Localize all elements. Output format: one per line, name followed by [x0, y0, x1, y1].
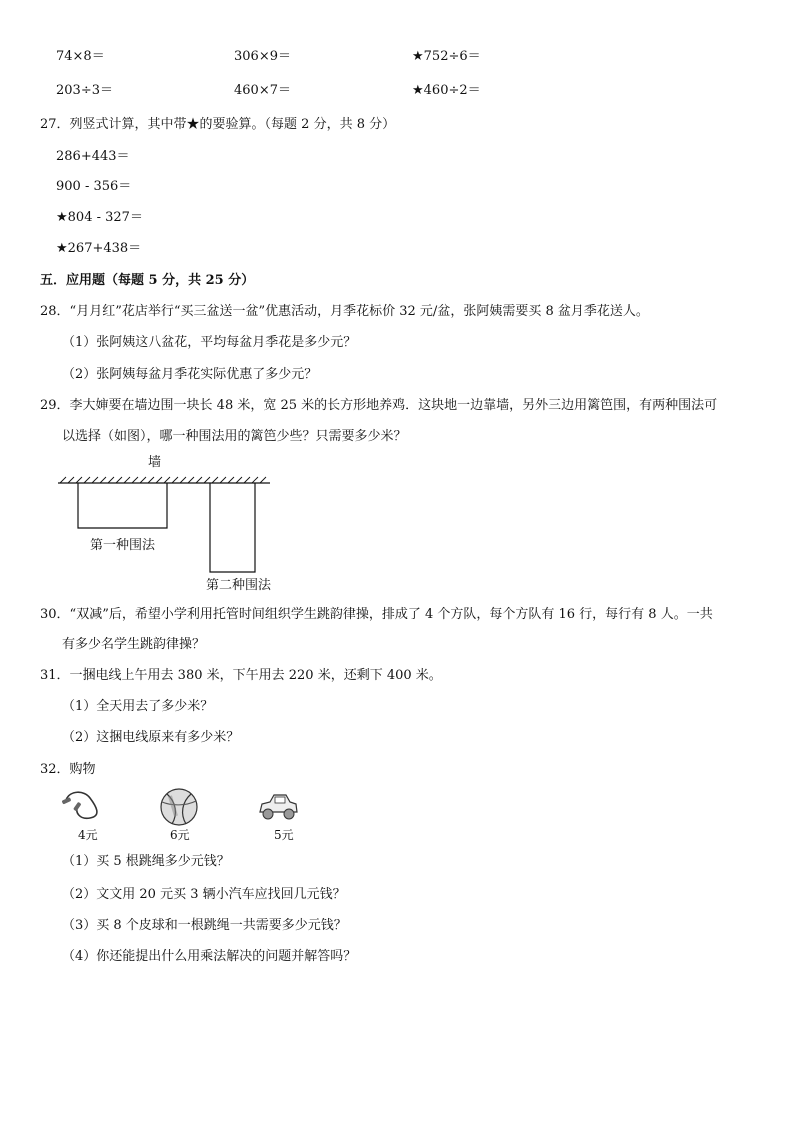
- q27-item-1: 286+443＝: [56, 149, 130, 164]
- q32-sub1: （1）买 5 根跳绳多少元钱？: [62, 854, 230, 869]
- q29-text-2: 以选择（如图），哪一种围法用的篱笆少些？只需要多少米？: [62, 429, 407, 444]
- fence-method-1: [78, 483, 167, 528]
- toy-car-icon: [256, 790, 300, 824]
- q32-title: 32．购物: [40, 762, 96, 777]
- q28-sub1: （1）张阿姨这八盆花，平均每盆月季花是多少元？: [62, 335, 357, 350]
- method-2-label: 第二种围法: [206, 578, 272, 593]
- q31-sub1: （1）全天用去了多少米？: [62, 699, 214, 714]
- method-1-label: 第一种围法: [90, 538, 156, 553]
- fence-method-2: [210, 483, 255, 572]
- jump-rope-price: 4元: [78, 828, 98, 842]
- q27-item-3: ★804 - 327＝: [56, 210, 143, 225]
- section-5-title: 五．应用题（每题 5 分，共 25 分）: [40, 273, 255, 288]
- wall-label: 墙: [148, 455, 162, 470]
- q27-item-4: ★267+438＝: [56, 241, 142, 256]
- q28-sub2: （2）张阿姨每盆月季花实际优惠了多少元？: [62, 367, 318, 382]
- q31-sub2: （2）这捆电线原来有多少米？: [62, 730, 240, 745]
- q30-text-2: 有多少名学生跳韵律操？: [62, 637, 206, 652]
- calc-74x8: 74×8＝: [56, 49, 105, 64]
- q29-text-1: 29．李大婶要在墙边围一块长 48 米，宽 25 米的长方形地养鸡．这块地一边靠墙，另外三边用篱笆围，有两种围法可: [40, 398, 718, 413]
- calc-460x7: 460×7＝: [234, 83, 291, 98]
- jump-rope-icon: [60, 786, 110, 822]
- calc-460div2: ★460÷2＝: [412, 83, 481, 98]
- toy-car-price: 5元: [274, 828, 294, 842]
- q32-sub2: （2）文文用 20 元买 3 辆小汽车应找回几元钱？: [62, 887, 346, 902]
- q27-title: 27．列竖式计算，其中带★的要验算。（每题 2 分，共 8 分）: [40, 117, 396, 132]
- ball-price: 6元: [170, 828, 190, 842]
- q27-item-2: 900 - 356＝: [56, 179, 132, 194]
- q32-sub3: （3）买 8 个皮球和一根跳绳一共需要多少元钱？: [62, 918, 347, 933]
- calc-752div6: ★752÷6＝: [412, 49, 481, 64]
- ball-icon: [158, 788, 202, 828]
- q32-sub4: （4）你还能提出什么用乘法解决的问题并解答吗？: [62, 949, 357, 964]
- q28-text: 28．“月月红”花店举行“买三盆送一盆”优惠活动，月季花标价 32 元/盆，张阿姨需要买 8 盆月季花送人。: [40, 304, 649, 319]
- q31-text: 31．一捆电线上午用去 380 米，下午用去 220 米，还剩下 400 米。: [40, 668, 442, 683]
- calc-203div3: 203÷3＝: [56, 83, 113, 98]
- wall-hatching: [60, 477, 266, 483]
- q30-text-1: 30．“双减”后，希望小学利用托管时间组织学生跳韵律操，排成了 4 个方队，每个方队有 16 行，每行有 8 人。一共: [40, 607, 713, 622]
- calc-306x9: 306×9＝: [234, 49, 291, 64]
